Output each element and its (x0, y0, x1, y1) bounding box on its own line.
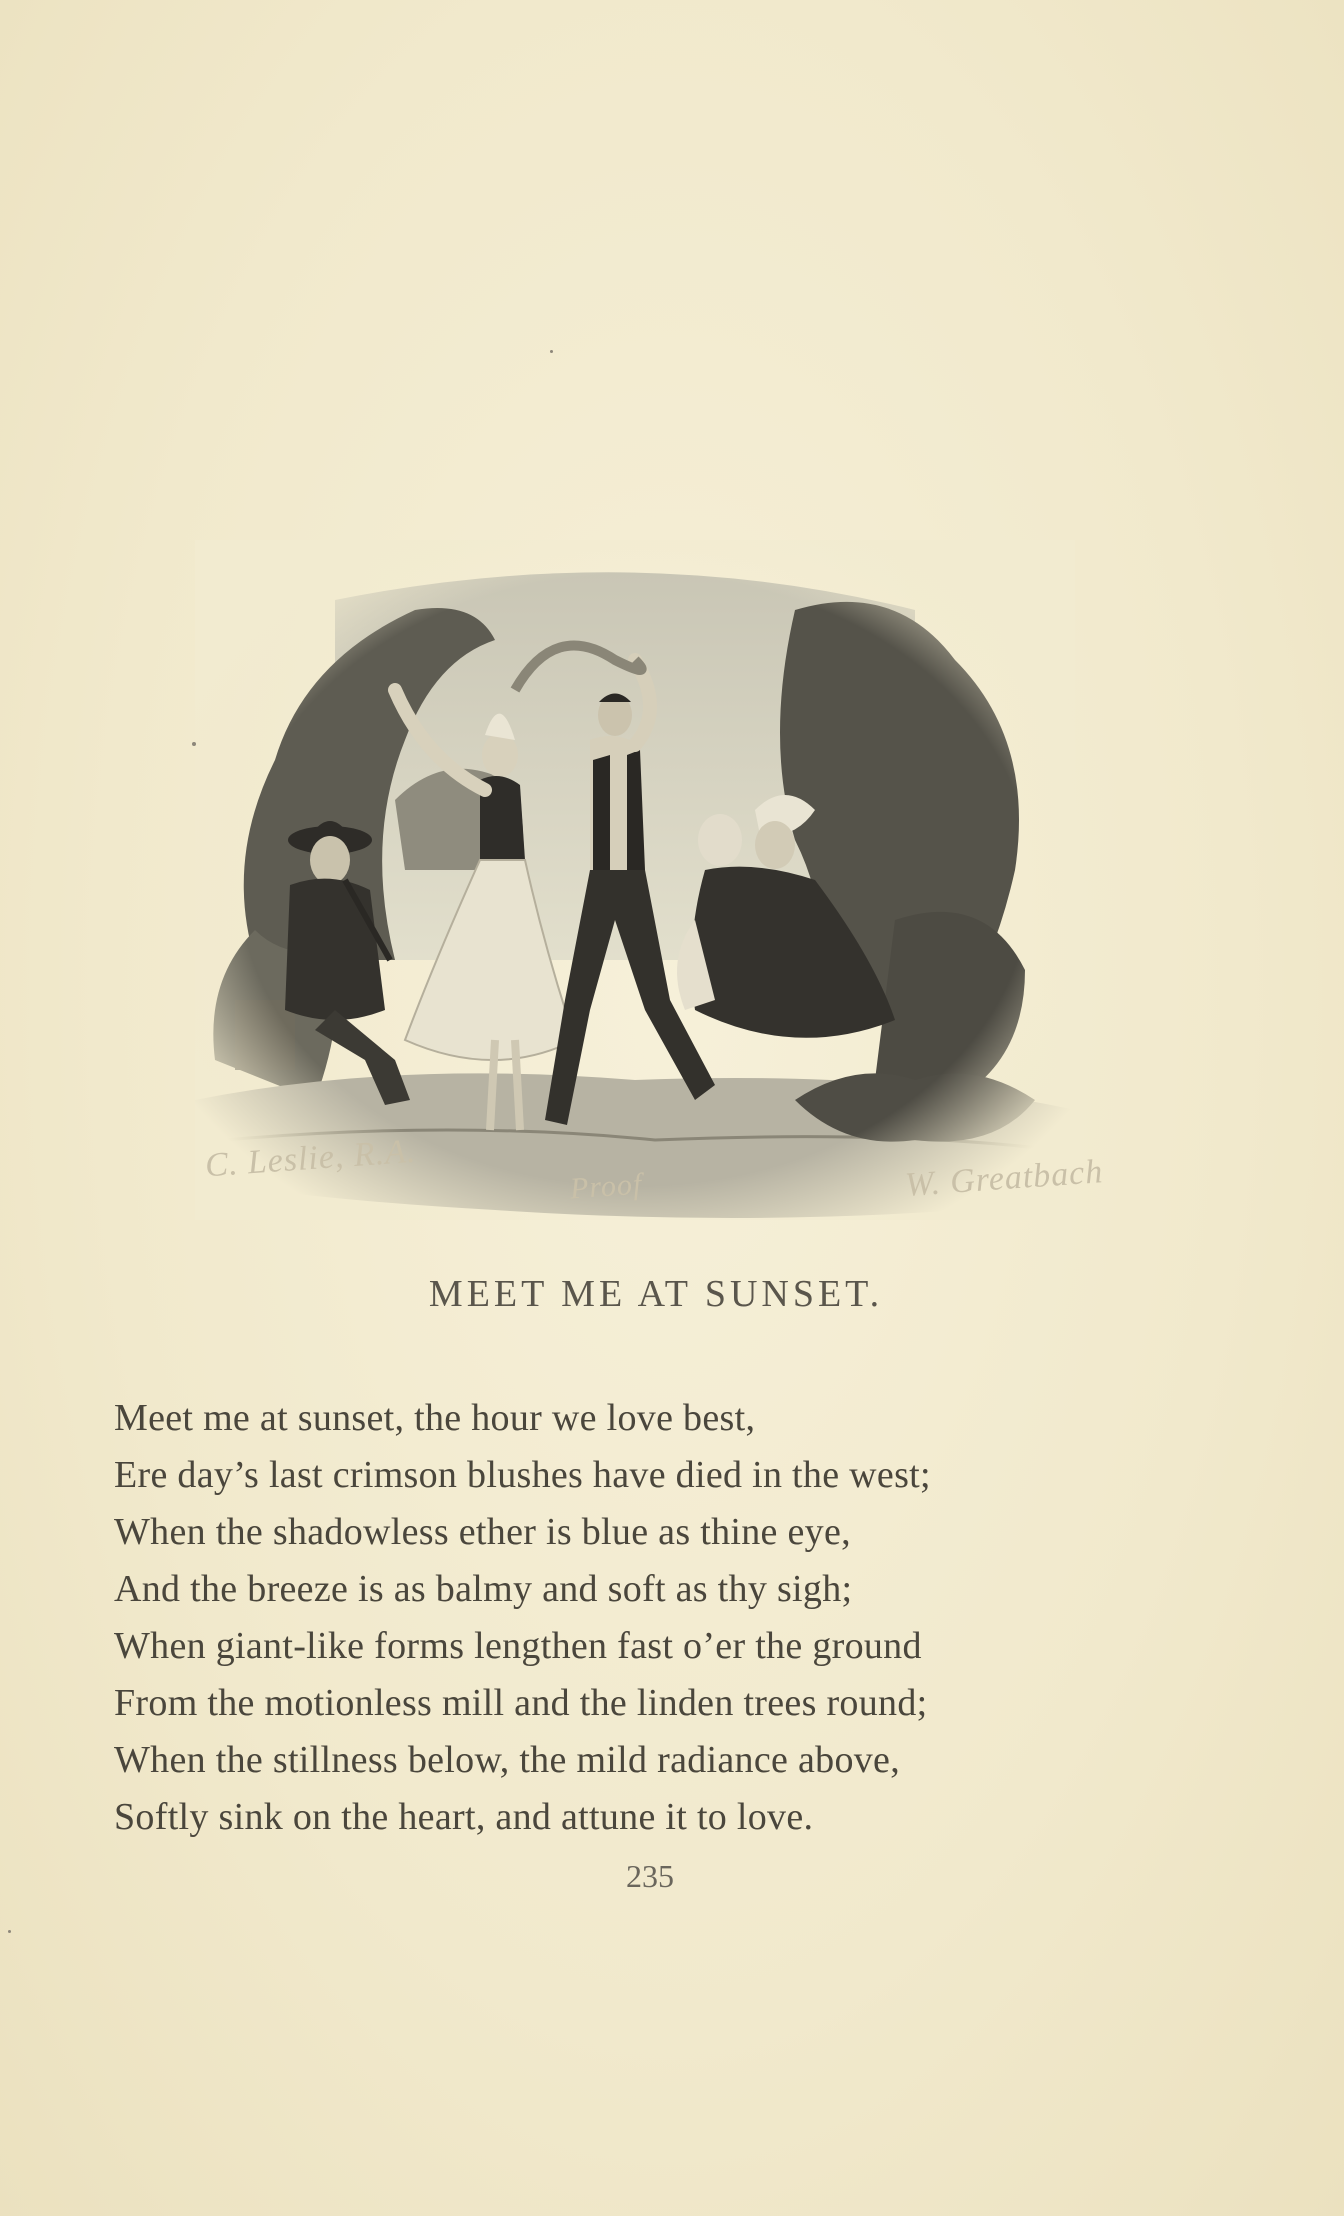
poem-line: Softly sink on the heart, and attune it to love. (114, 1796, 814, 1838)
poem-stanza (114, 1390, 1254, 1846)
poem-line: And the breeze is as balmy and soft as thy sigh; (114, 1568, 853, 1610)
poem-title: MEET ME AT SUNSET. (428, 1273, 884, 1315)
poem-line: When giant-like forms lengthen fast o’er the ground (114, 1625, 922, 1667)
poem-line: From the motionless mill and the linden trees round; (114, 1682, 928, 1724)
paper-speck (550, 350, 553, 353)
artist-signature: C. Leslie, R.A. (203, 1132, 418, 1185)
paper-speck (192, 742, 196, 746)
dance-engraving-illustration (195, 540, 1075, 1220)
poem-line: Meet me at sunset, the hour we love best, (114, 1397, 756, 1439)
paper-speck (8, 1930, 11, 1933)
poem-line: When the shadowless ether is blue as thine eye, (114, 1511, 851, 1553)
proof-mark: Proof (568, 1167, 644, 1206)
page-number: 235 (626, 1858, 674, 1894)
poem-line: Ere day’s last crimson blushes have died in the west; (114, 1454, 931, 1496)
engraver-signature: W. Greatbach (903, 1153, 1105, 1204)
poem-line: When the stillness below, the mild radiance above, (114, 1739, 901, 1781)
